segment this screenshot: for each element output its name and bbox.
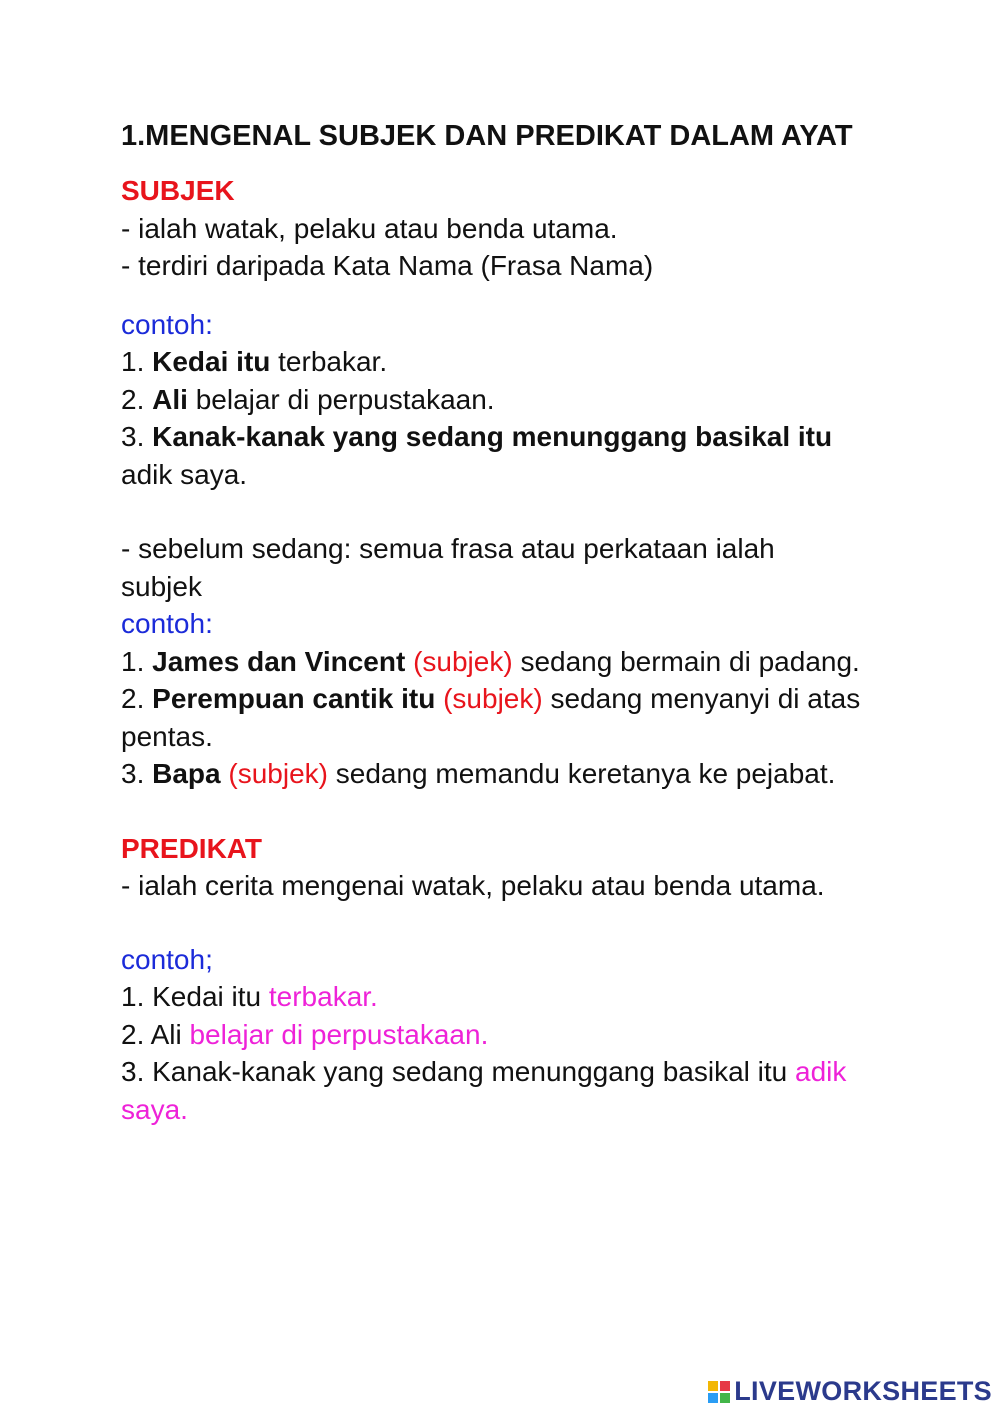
brand-name: LIVEWORKSHEETS	[734, 1376, 992, 1406]
predikat-example-1: 1. Kedai itu terbakar.	[121, 981, 378, 1012]
worksheet-content	[121, 117, 861, 1128]
subjek-example-2: 2. Ali belajar di perpustakaan.	[121, 383, 495, 415]
subjek-example2-1: 1. James dan Vincent (subjek) sedang bermain di padang.	[121, 645, 860, 677]
predikat-example-3: 3. Kanak-kanak yang sedang menunggang basikal itu adik saya.	[121, 1056, 847, 1125]
subjek-contoh-label: contoh:	[121, 308, 213, 340]
liveworksheets-logo-icon	[708, 1381, 730, 1403]
subjek-example-1: 1. Kedai itu terbakar.	[121, 346, 388, 377]
subjek-definition-2: - terdiri daripada Kata Nama (Frasa Nama)	[121, 250, 654, 281]
predikat-definition-1: - ialah cerita mengenai watak, pelaku atau benda utama.	[121, 870, 825, 901]
subjek-heading: SUBJEK	[121, 175, 235, 206]
subjek-definition-1: - ialah watak, pelaku atau benda utama.	[121, 212, 618, 244]
predikat-contoh-label: contoh;	[121, 943, 213, 975]
subjek-example2-3: 3. Bapa (subjek) sedang memandu keretanya ke pejabat.	[121, 758, 836, 789]
subjek-note: - sebelum sedang: semua frasa atau perkataan ialah subjek	[121, 533, 775, 602]
predikat-example-2: 2. Ali belajar di perpustakaan.	[121, 1018, 489, 1050]
subjek-example2-2: 2. Perempuan cantik itu (subjek) sedang menyanyi di atas pentas.	[121, 683, 861, 752]
page-title: 1.MENGENAL SUBJEK DAN PREDIKAT DALAM AYAT	[121, 120, 853, 152]
subjek-example-3: 3. Kanak-kanak yang sedang menunggang basikal itu adik saya.	[121, 421, 833, 490]
liveworksheets-logo	[708, 1376, 992, 1407]
predikat-heading: PREDIKAT	[121, 832, 263, 864]
subjek-contoh-label-2: contoh:	[121, 608, 213, 639]
